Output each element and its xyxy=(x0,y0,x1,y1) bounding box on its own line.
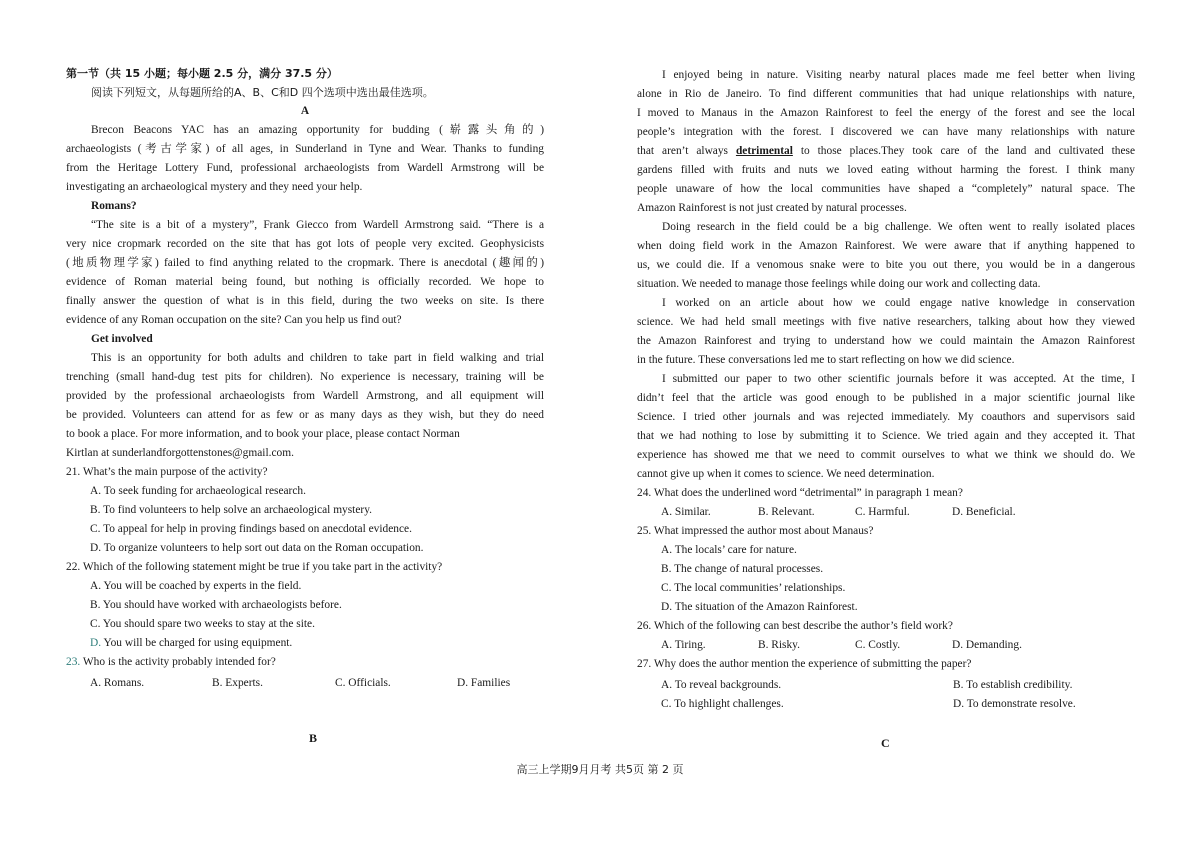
section-header: 第一节（共 15 小题；每小题 2.5 分，满分 37.5 分） xyxy=(66,67,338,80)
question-stem: 21. What’s the main purpose of the activity? xyxy=(66,466,268,478)
text-line: people’s integration with the forest. I discovered we can have many relationships with nature xyxy=(637,126,1135,138)
text-line: I moved to Manaus in the Amazon Rainforest to feel the energy of the forest and see the local xyxy=(637,107,1135,119)
passage-c-label: C xyxy=(881,736,890,750)
options-row xyxy=(637,503,1135,522)
question-number: 23. xyxy=(66,656,81,668)
question-21 xyxy=(66,463,544,558)
answer-option[interactable]: B. The change of natural processes. xyxy=(661,563,824,575)
question-stem: 26. Which of the following can best describe the author’s field work? xyxy=(637,620,953,632)
right-column xyxy=(637,66,1135,714)
text-line: This is an opportunity for both adults and children to take part in field walking and trial xyxy=(91,352,544,364)
text-line: Amazon Rainforest is not just created by natural processes. xyxy=(637,202,907,214)
paragraph-1 xyxy=(637,66,1135,218)
text-line: “The site is a bit of a mystery”, Frank Giecco from Wardell Armstrong said. “There is a xyxy=(91,219,544,231)
text-line: be provided. Volunteers can attend for as few or as many days as they wish, but they do need xyxy=(66,409,544,421)
paragraph-3 xyxy=(637,294,1135,370)
options-row xyxy=(637,636,1135,655)
question-stem: 24. What does the underlined word “detrimental” in paragraph 1 mean? xyxy=(637,487,963,499)
text-line: Brecon Beacons YAC has an amazing opportunity for budding (崭露头角的) xyxy=(91,124,544,136)
text-line: I enjoyed being in nature. Visiting nearby natural places made me feel better when living xyxy=(662,69,1135,81)
text-line: people unaware of how the local communities have shaped a “completely” natural space. The xyxy=(637,183,1135,195)
question-stem: 22. Which of the following statement might be true if you take part in the activity? xyxy=(66,561,443,573)
answer-option[interactable]: B. To establish credibility. xyxy=(953,679,1073,691)
question-text: Who is the activity probably intended for? xyxy=(80,656,276,668)
options-row xyxy=(637,695,1135,714)
answer-option[interactable]: A. Tiring. xyxy=(661,639,706,651)
answer-option[interactable]: A. You will be coached by experts in the field. xyxy=(90,580,302,592)
answer-option[interactable]: D. Families xyxy=(457,677,511,689)
answer-option[interactable]: A. To seek funding for archaeological research. xyxy=(90,485,306,497)
question-27 xyxy=(637,655,1135,714)
text-line: evidence of any Roman occupation on the site? Can you help us find out? xyxy=(66,314,402,326)
answer-option[interactable]: A. Similar. xyxy=(661,506,711,518)
question-24 xyxy=(637,484,1135,522)
text-line: science. We had held small meetings with five native researchers, talking about how they viewed xyxy=(637,316,1135,328)
romans-paragraph xyxy=(66,216,544,330)
text-line: (地质物理学家) failed to find anything related to the cropmark. There is anecdotal (趣闻的) xyxy=(66,257,544,269)
text-line: gardens filled with fruits and nuts we loved eating without harming the forest. I think many xyxy=(637,164,1135,176)
answer-option[interactable]: B. You should have worked with archaeologists before. xyxy=(90,599,342,611)
answer-option[interactable]: A. The locals’ care for nature. xyxy=(661,544,797,556)
options-row xyxy=(637,676,1135,695)
text-line: to book a place. For more information, and to book your place, please contact Norman xyxy=(66,428,460,440)
text-line: I submitted our paper to two other scientific journals before it was accepted. At the time, I xyxy=(662,373,1135,385)
text-line: experience has showed me that we need to commit ourselves to what we think we should do. We xyxy=(637,449,1135,461)
question-25 xyxy=(637,522,1135,617)
instructions: 阅读下列短文，从每题所给的A、B、C和D 四个选项中选出最佳选项。 xyxy=(91,86,434,99)
page-footer: 高三上学期9月月考 共5页 第 2 页 xyxy=(516,763,684,776)
text-line: archaeologists (考古学家) of all ages, in Sunderland in Tyne and Wear. Thanks to funding xyxy=(66,143,544,155)
answer-option[interactable]: C. You should spare two weeks to stay at the site. xyxy=(90,618,315,630)
text-line: from the Heritage Lottery Fund, professional archaeologists from Wardell Armstrong will be xyxy=(66,162,544,174)
passage-a-intro xyxy=(66,121,544,197)
paragraph-2 xyxy=(637,218,1135,294)
text-line: Kirtlan at sunderlandforgottenstones@gmail.com. xyxy=(66,447,294,459)
answer-option[interactable]: D. To demonstrate resolve. xyxy=(953,698,1076,710)
answer-option[interactable]: C. Harmful. xyxy=(855,506,910,518)
options-row xyxy=(66,674,544,693)
text-segment: that aren’t always xyxy=(637,145,736,157)
question-23 xyxy=(66,653,544,693)
text-line: when doing field work in the Amazon Rainforest. We were aware that if anything happened to xyxy=(637,240,1135,252)
left-column xyxy=(66,64,544,693)
text-line: situation. We needed to manage those feelings while doing our work and collecting data. xyxy=(637,278,1041,290)
text-line: Science. I tried other journals and was rejected immediately. My coauthors and supervisors said xyxy=(637,411,1135,423)
passage-a-label: A xyxy=(300,105,310,117)
text-line: I worked on an article about how we could engage native knowledge in conservation xyxy=(662,297,1135,309)
answer-option[interactable]: D. Demanding. xyxy=(952,639,1022,651)
text-line: very nice cropmark recorded on the site that has got lots of people very excited. Geophysicists xyxy=(66,238,544,250)
option-letter: D. xyxy=(90,637,102,649)
text-segment: to those places.They took care of the land and cultivated these xyxy=(792,145,1135,157)
text-line xyxy=(637,142,1135,161)
answer-option[interactable]: D. Beneficial. xyxy=(952,506,1016,518)
text-line: Doing research in the field could be a big challenge. We often went to really isolated places xyxy=(662,221,1135,233)
answer-option[interactable]: C. Officials. xyxy=(335,677,391,689)
text-line: didn’t feel that the article was good enough to be published in a major scientific journal like xyxy=(637,392,1135,404)
question-stem: 25. What impressed the author most about Manaus? xyxy=(637,525,874,537)
answer-option[interactable]: B. Relevant. xyxy=(758,506,815,518)
answer-option[interactable]: B. Risky. xyxy=(758,639,800,651)
question-stem xyxy=(66,653,544,672)
text-line: alone in Rio de Janeiro. To find different communities that had unique relationships with nature, xyxy=(637,88,1135,100)
text-line: evidence of Roman material being found, but nothing is officially recorded. We hope to xyxy=(66,276,544,288)
text-line: in the future. These conversations led me to start reflecting on how we did science. xyxy=(637,354,1015,366)
text-line: trenching (small hand-dug test pits for children). No experience is necessary, training will be xyxy=(66,371,544,383)
involved-paragraph xyxy=(66,349,544,463)
answer-option[interactable]: C. The local communities’ relationships. xyxy=(661,582,846,594)
answer-option[interactable]: D. The situation of the Amazon Rainforest. xyxy=(661,601,858,613)
answer-option[interactable]: B. To find volunteers to help solve an archaeological mystery. xyxy=(90,504,372,516)
underlined-word: detrimental xyxy=(735,145,793,157)
option-text: You will be charged for using equipment. xyxy=(103,637,293,649)
answer-option[interactable]: B. Experts. xyxy=(212,677,263,689)
heading-get-involved: Get involved xyxy=(91,333,153,345)
text-line: the Amazon Rainforest and trying to understand how we could maintain the Amazon Rainforest xyxy=(637,335,1135,347)
answer-option[interactable]: C. To highlight challenges. xyxy=(661,698,784,710)
question-stem: 27. Why does the author mention the experience of submitting the paper? xyxy=(637,658,972,670)
answer-option[interactable]: D. To organize volunteers to help sort out data on the Roman occupation. xyxy=(90,542,424,554)
text-line: us, we could die. If a venomous snake were to bite you out there, you would be in a dangerous xyxy=(637,259,1135,271)
passage-b-label: B xyxy=(309,731,318,745)
text-line: that we had nothing to lose by submitting it to Science. We tried again and they accepted it. That xyxy=(637,430,1135,442)
answer-option[interactable]: C. To appeal for help in proving findings based on anecdotal evidence. xyxy=(90,523,412,535)
answer-option[interactable] xyxy=(66,634,544,653)
paragraph-4 xyxy=(637,370,1135,484)
text-line: cannot give up when it comes to science. We need determination. xyxy=(637,468,935,480)
answer-option[interactable]: A. To reveal backgrounds. xyxy=(661,679,782,691)
answer-option[interactable]: C. Costly. xyxy=(855,639,901,651)
text-line: provided by the professional archaeologists from Wardell Armstrong, and all equipment will xyxy=(66,390,544,402)
text-line: investigating an archaeological mystery and they need your help. xyxy=(66,181,363,193)
text-line: finally answer the question of what is in this field, during the two weeks on site. Is there xyxy=(66,295,544,307)
question-22 xyxy=(66,558,544,653)
answer-option[interactable]: A. Romans. xyxy=(90,677,145,689)
heading-romans: Romans? xyxy=(91,200,137,212)
question-26 xyxy=(637,617,1135,655)
